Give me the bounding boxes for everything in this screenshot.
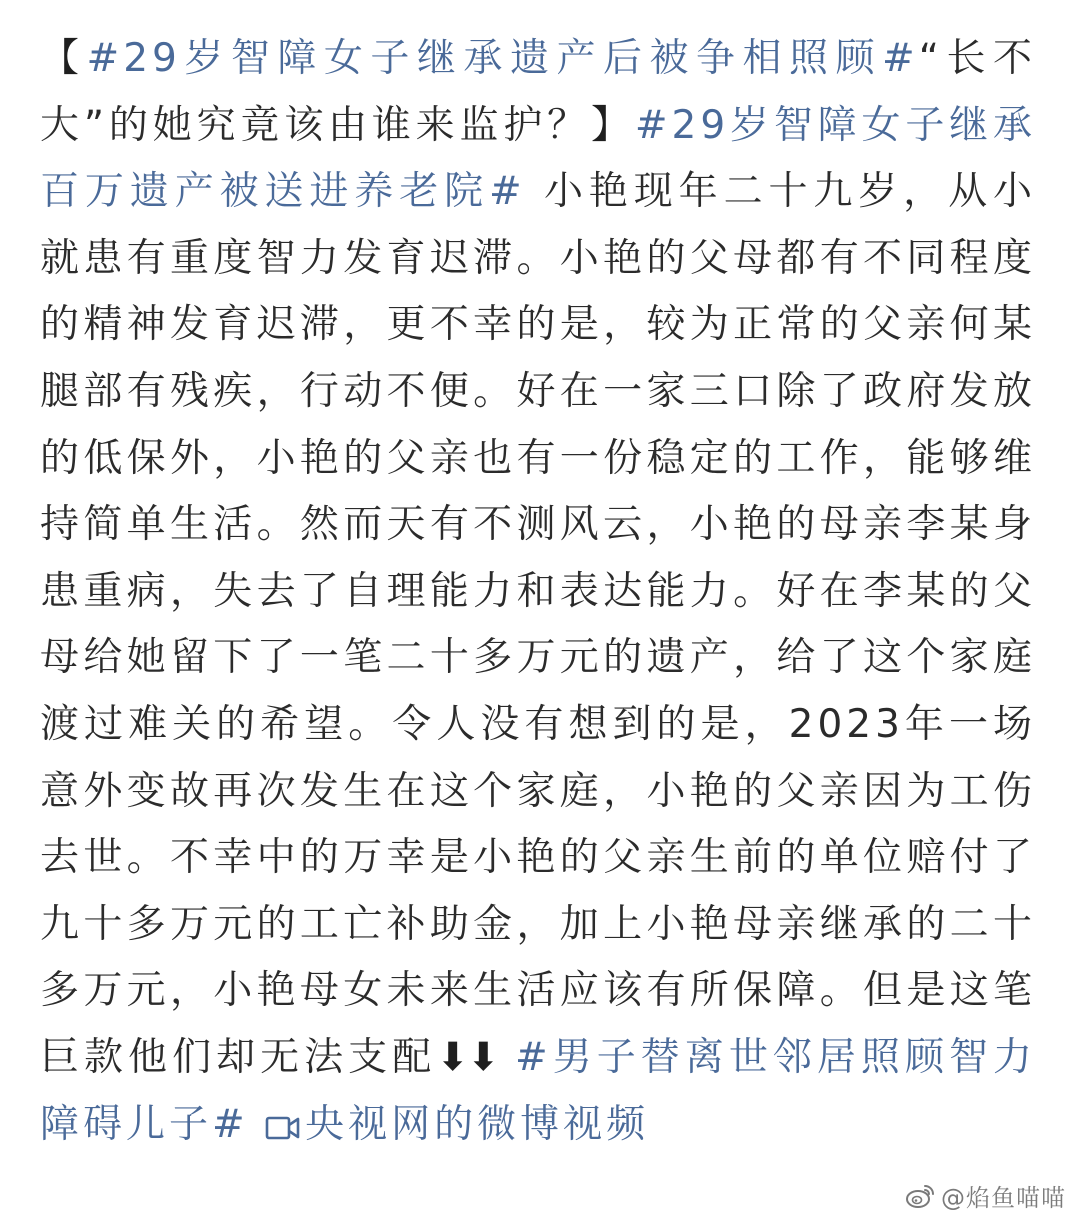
video-link-text: 央视网的微博视频 [305, 1101, 650, 1147]
title-bracket-open: 【 [40, 36, 87, 81]
post-content [40, 26, 1036, 1164]
title-text: “长不大”的她究竟该由谁来监护？ [40, 36, 1036, 148]
video-camera-icon [265, 1098, 301, 1165]
watermark-text: @焰鱼喵喵 [941, 1184, 1066, 1212]
hashtag-link-inheritance[interactable]: #29岁智障女子继承百万遗产被送进养老院# [40, 102, 1036, 215]
weibo-logo-icon [905, 1183, 935, 1209]
weibo-watermark [905, 1178, 1066, 1213]
hashtag-link-neighbor[interactable]: #男子替离世邻居照顾智力障碍儿子# [40, 1034, 1036, 1147]
down-arrows-icon: ⬇⬇ [436, 1034, 498, 1080]
hashtag-link-title[interactable]: #29岁智障女子继承遗产后被争相照顾# [86, 36, 919, 81]
video-link[interactable] [265, 1102, 649, 1147]
post-body-text: 小艳现年二十九岁，从小就患有重度智力发育迟滞。小艳的父母都有不同程度的精神发育迟滞，更不幸的是，较为正常的父亲何某腿部有残疾，行动不便。好在一家三口除了政府发放的低保外，小艳的父亲也有一份稳定的工作，能够维持简单生活。然而天有不测风云，小艳的母亲李某身患重病，失去了自理能力和表达能力。好在李某的父母给她留下了一笔二十多万元的遗产，给了这个家庭渡过难关的希望。令人没有想到的是，2023年一场意外变故再次发生在这个家庭，小艳的父亲因为工伤去世。不幸中的万幸是小艳的父亲生前的单位赔付了九十多万元的工亡补助金，加上小艳母亲继承的二十多万元，小艳母女未来生活应该有所保障。但是这笔巨款他们却无法支配 [40, 169, 1036, 1080]
title-bracket-close: 】 [591, 102, 635, 148]
